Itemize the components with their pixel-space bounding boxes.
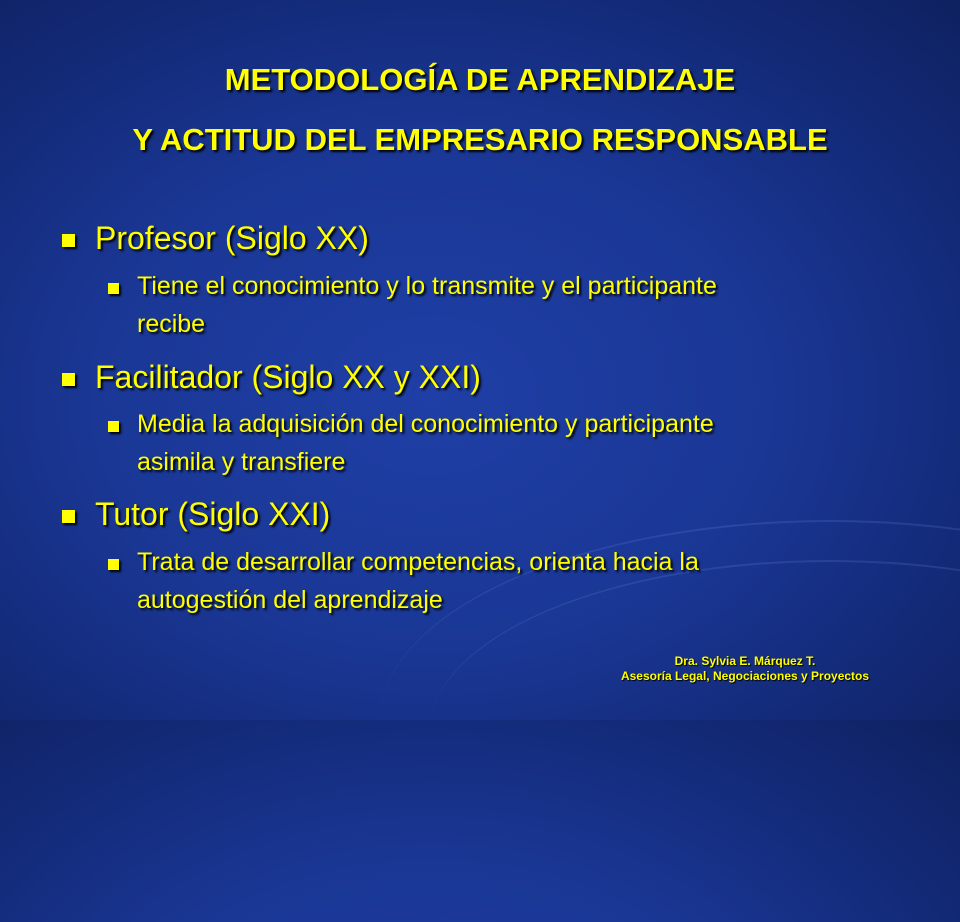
- bullet-heading: Profesor (Siglo XX): [95, 220, 369, 256]
- sub-bullet-square-icon: [108, 559, 119, 570]
- slide-title-line2: Y ACTITUD DEL EMPRESARIO RESPONSABLE: [132, 122, 828, 157]
- slide-title-line1: METODOLOGÍA DE APRENDIZAJE: [224, 62, 736, 97]
- sub-bullet-line: recibe: [137, 310, 206, 338]
- sub-bullet-square-icon: [108, 421, 119, 432]
- footer-author: Dra. Sylvia E. Márquez T.: [674, 654, 816, 668]
- sub-bullet-line: Trata de desarrollar competencias, orienta hacia la: [137, 548, 699, 576]
- sub-bullet-line: asimila y transfiere: [137, 448, 346, 476]
- bullet-square-icon: [62, 373, 75, 386]
- sub-bullet-square-icon: [108, 283, 119, 294]
- sub-bullet-line: autogestión del aprendizaje: [137, 586, 443, 614]
- sub-bullet-line: Media la adquisición del conocimiento y participante: [137, 410, 714, 438]
- bullet-heading: Tutor (Siglo XXI): [95, 496, 331, 532]
- bullet-square-icon: [62, 510, 75, 523]
- bullet-heading: Facilitador (Siglo XX y XXI): [95, 359, 481, 395]
- sub-bullet-line: Tiene el conocimiento y lo transmite y el participante: [137, 272, 717, 300]
- bullet-square-icon: [62, 234, 75, 247]
- footer-affiliation: Asesoría Legal, Negociaciones y Proyectos: [620, 669, 870, 683]
